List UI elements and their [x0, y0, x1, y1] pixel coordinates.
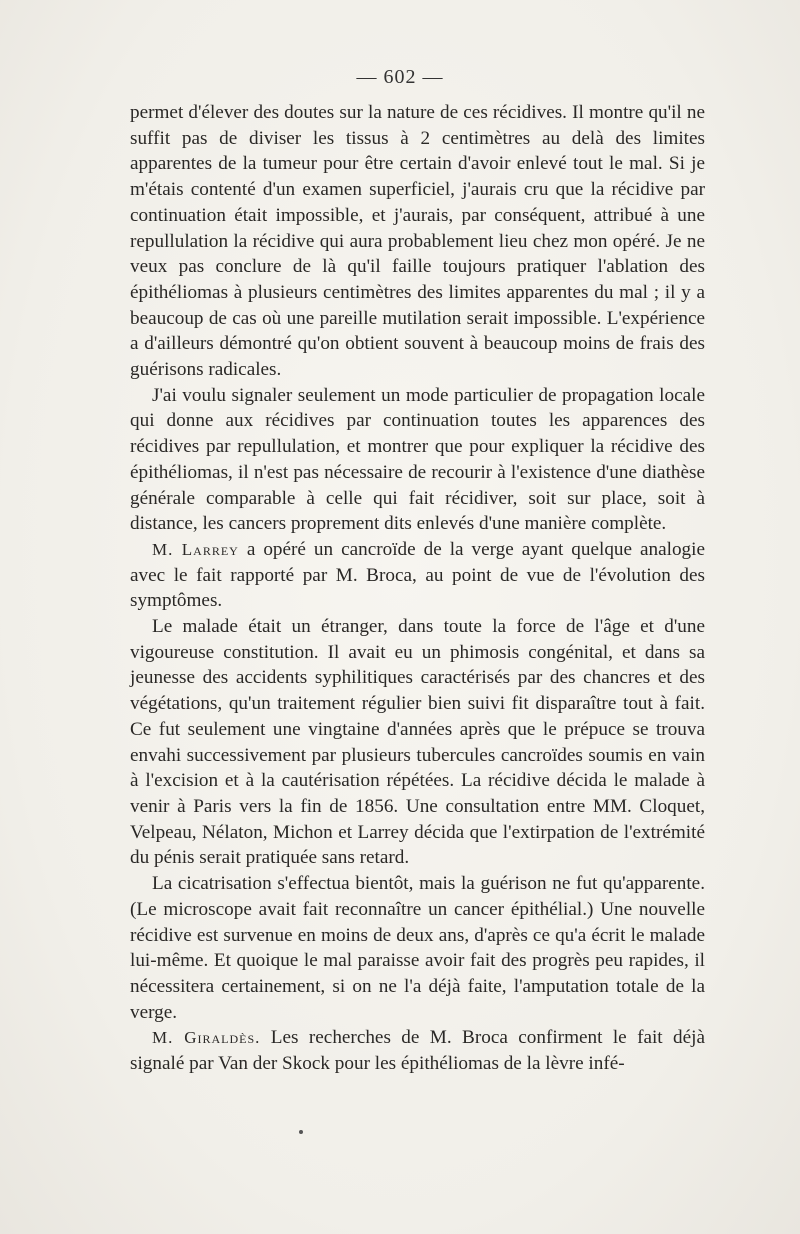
paragraph-text: Les recherches de M. Broca confirment le fait déjà signalé par Van der Skock pour les épithéliomas de la lèvre infé-	[130, 1027, 705, 1075]
paragraph-text: La cicatrisation s'effectua bientôt, mais la guérison ne fut qu'apparente. (Le microscope avait fait reconnaître un cancer épithélial.) Une nouvelle récidive est survenue en moins de deux ans, d'après ce qu'a écrit le malade lui-même. Et quoique le mal paraisse avoir fait des progrès peu rapides, il nécessitera certainement, si on ne l'a déjà faite, l'amputation totale de la verge.	[130, 873, 705, 1023]
paragraph-3	[130, 537, 705, 614]
paragraph-text: J'ai voulu signaler seulement un mode particulier de propagation locale qui donne aux récidives par continuation toutes les apparences des récidives par repullulation, et montrer que pour expliquer la récidive des épithéliomas, il n'est pas nécessaire de recourir à l'existence d'une diathèse générale comparable à celle qui fait récidiver, soit sur place, soit à distance, les cancers proprement dits enlevés d'une manière complète.	[130, 384, 705, 535]
paragraph-5	[130, 871, 705, 1025]
speaker-name: M. Larrey	[152, 539, 239, 559]
paragraph-6	[130, 1025, 705, 1076]
printer-mark-dot	[299, 1130, 303, 1134]
paragraph-2	[130, 383, 705, 537]
page-number: — 602 —	[356, 66, 444, 88]
paragraph-text: permet d'élever des doutes sur la nature de ces récidives. Il montre qu'il ne suffit pas de diviser les tissus à 2 centimètres au delà des limites apparentes de la tumeur pour être certain d'avoir enlevé tout le mal. Si je m'étais contenté d'un examen superficiel, j'aurais cru que la récidive par continuation était impossible, et j'aurais, par conséquent, attribué à une repullulation la récidive qui aura probablement lieu chez mon opéré. Je ne veux pas conclure de là qu'il faille toujours pratiquer l'ablation des épithéliomas à plusieurs centimètres des limites apparentes du mal ; il y a beaucoup de cas où une pareille mutilation serait impossible. L'expérience a d'ailleurs démontré qu'on obtient souvent à beaucoup moins de frais des guérisons radicales.	[130, 102, 705, 381]
paragraph-4	[130, 614, 705, 871]
paragraph-text: Le malade était un étranger, dans toute la force de l'âge et d'une vigoureuse constitution. Il avait eu un phimosis congénital, et dans sa jeunesse des accidents syphilitiques caractérisés par des chancres et des végétations, qu'un traitement régulier bien suivi fit disparaître tout à fait. Ce fut seulement une vingtaine d'années après que le prépuce se trouva envahi successivement par plusieurs tubercules cancroïdes soumis en vain à l'excision et à la cautérisation répétées. La récidive décida le malade à venir à Paris vers la fin de 1856. Une consultation entre MM. Cloquet, Velpeau, Nélaton, Michon et Larrey décida que l'extirpation de l'extrémité du pénis serait pratiquée sans retard.	[130, 616, 705, 869]
paragraph-1	[130, 100, 705, 383]
speaker-name: M. Giraldès.	[152, 1028, 261, 1048]
paragraph-text: a opéré un cancroïde de la verge ayant quelque analogie avec le fait rapporté par M. Broca, au point de vue de l'évolution des symptômes.	[130, 538, 706, 612]
body-text	[130, 100, 705, 1077]
